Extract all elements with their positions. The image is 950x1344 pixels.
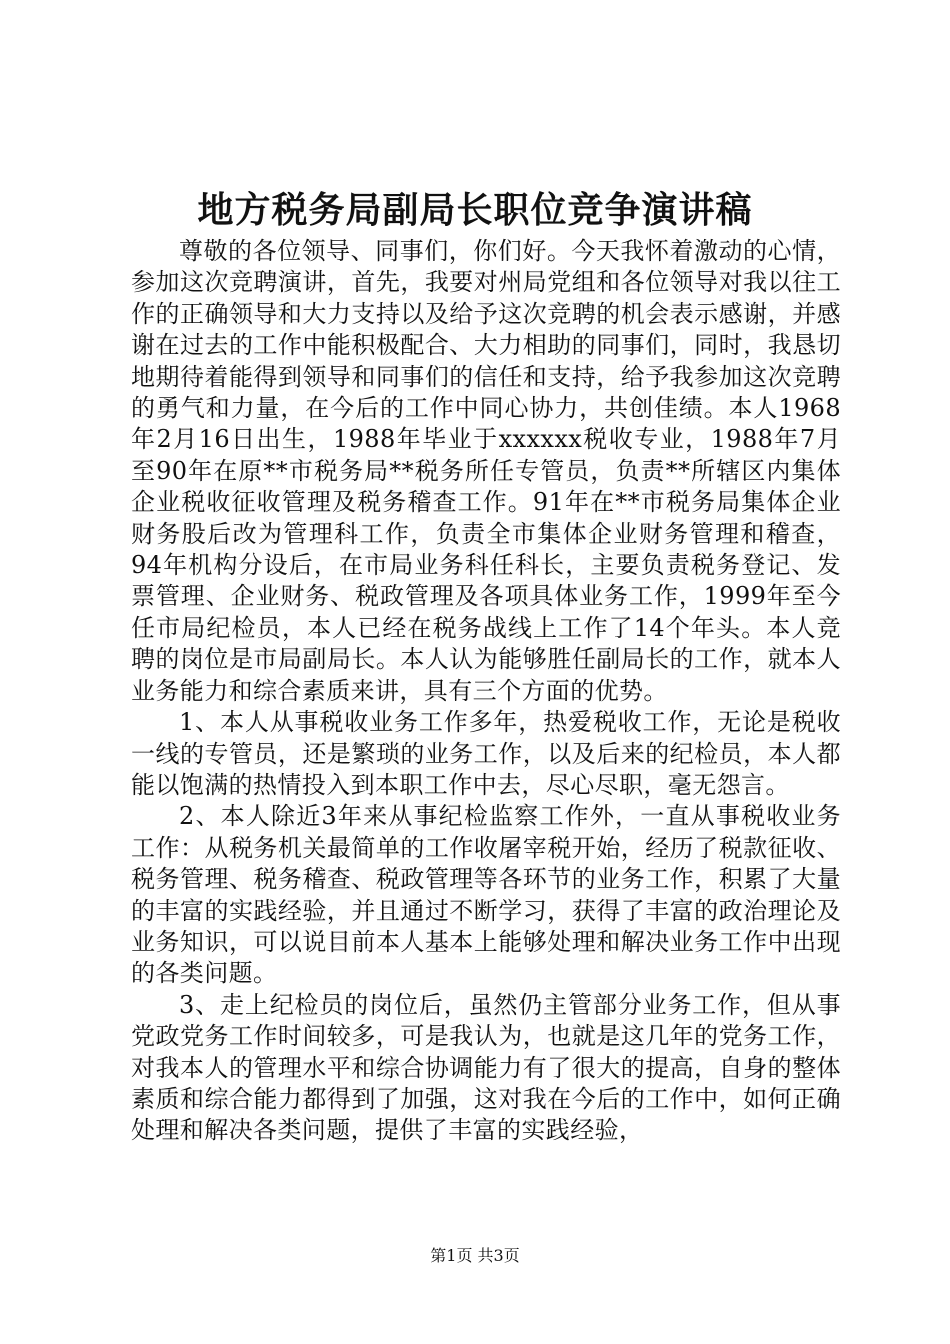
paragraph-intro: 尊敬的各位领导、同事们，你们好。今天我怀着激动的心情，参加这次竞聘演讲，首先，我要对州局党组和各位领导对我以往工作的正确领导和大力支持以及给予这次竞聘的机会表示感谢，并感谢在过去的工作中能积极配合、大力相助的同事们，同时，我恳切地期待着能得到领导和同事们的信任和支持，给予我参加这次竞聘的勇气和力量，在今后的工作中同心协力，共创佳绩。本人1968年2月16日出生，1988年毕业于xxxxxx税收专业，1988年7月至90年在原**市税务局**税务所任专管员，负责**所辖区内集体企业税收征收管理及税务稽查工作。91年在**市税务局集体企业财务股后改为管理科工作，负责全市集体企业财务管理和稽查，94年机构分设后，在市局业务科任科长，主要负责税务登记、发票管理、企业财务、税政管理及各项具体业务工作，1999年至今任市局纪检员，本人已经在税务战线上工作了14个年头。本人竞聘的岗位是市局副局长。本人认为能够胜任副局长的工作，就本人业务能力和综合素质来讲，具有三个方面的优势。 [131,237,841,705]
paragraph-point-3: 3、走上纪检员的岗位后，虽然仍主管部分业务工作，但从事党政党务工作时间较多，可是我认为，也就是这几年的党务工作，对我本人的管理水平和综合协调能力有了很大的提高，自身的整体素质和综合能力都得到了加强，这对我在今后的工作中，如何正确处理和解决各类问题，提供了丰富的实践经验， [131,990,841,1145]
document-title: 地方税务局副局长职位竞争演讲稿 [197,189,753,231]
document-body [131,236,841,1147]
paragraph-point-2: 2、本人除近3年来从事纪检监察工作外，一直从事税收业务工作：从税务机关最简单的工作收屠宰税开始，经历了税款征收、税务管理、税务稽查、税政管理等各环节的业务工作，积累了大量的丰富的实践经验，并且通过不断学习，获得了丰富的政治理论及业务知识，可以说目前本人基本上能够处理和解决业务工作中出现的各类问题。 [131,802,841,988]
paragraph-point-1: 1、本人从事税收业务工作多年，热爱税收工作，无论是税收一线的专管员，还是繁琐的业务工作，以及后来的纪检员，本人都能以饱满的热情投入到本职工作中去，尽心尽职，毫无怨言。 [131,708,841,799]
page-number-footer: 第1页 共3页 [430,1246,520,1265]
